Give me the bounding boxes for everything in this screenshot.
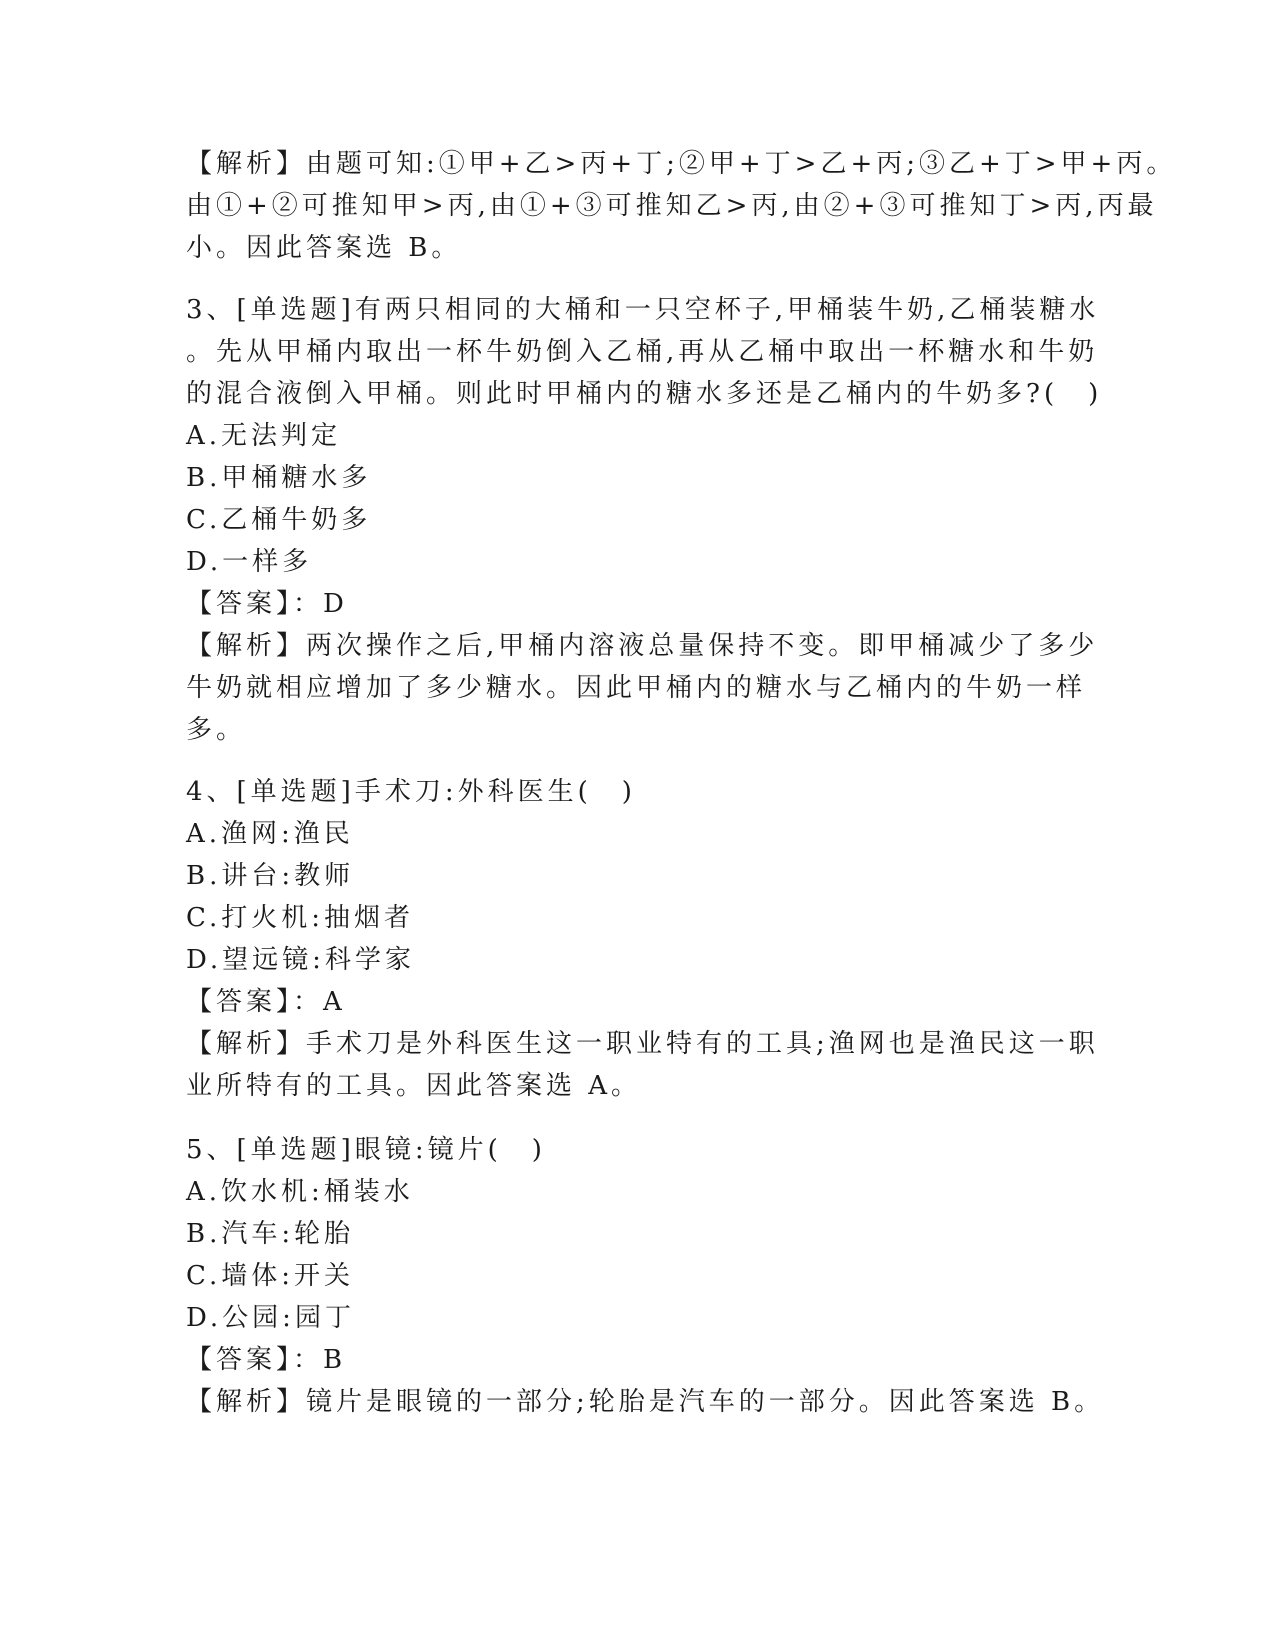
- question-stem: 。先从甲桶内取出一杯牛奶倒入乙桶,再从乙桶中取出一杯糖水和牛奶: [186, 337, 1099, 367]
- explanation-line: 多。: [186, 715, 247, 745]
- option-a: A.无法判定: [186, 421, 342, 451]
- question-stem: 5、[单选题]眼镜:镜片( ): [186, 1135, 546, 1165]
- q2-explanation: [186, 143, 1177, 269]
- question-stem: 4、[单选题]手术刀:外科医生( ): [186, 777, 636, 807]
- option-b: B.讲台:教师: [186, 861, 355, 891]
- explanation-line: 【解析】镜片是眼镜的一部分;轮胎是汽车的一部分。因此答案选 B。: [186, 1387, 1105, 1417]
- answer: 【答案】：A: [186, 987, 346, 1017]
- explanation-line: 小。因此答案选 B。: [186, 233, 462, 263]
- explanation-line: 由①+②可推知甲>丙,由①+③可推知乙>丙,由②+③可推知丁>丙,丙最: [186, 191, 1158, 221]
- explanation-line: 【解析】由题可知:①甲+乙>丙+丁;②甲+丁>乙+丙;③乙+丁>甲+丙。: [186, 149, 1177, 179]
- explanation-line: 业所特有的工具。因此答案选 A。: [186, 1071, 642, 1101]
- question-stem: 的混合液倒入甲桶。则此时甲桶内的糖水多还是乙桶内的牛奶多?( ): [186, 379, 1103, 409]
- explanation-line: 【解析】手术刀是外科医生这一职业特有的工具;渔网也是渔民这一职: [186, 1029, 1099, 1059]
- question-stem: 3、[单选题]有两只相同的大桶和一只空杯子,甲桶装牛奶,乙桶装糖水: [186, 295, 1100, 325]
- question-4: [186, 771, 1099, 1107]
- explanation-line: 【解析】两次操作之后,甲桶内溶液总量保持不变。即甲桶减少了多少: [186, 631, 1099, 661]
- option-d: D.一样多: [186, 547, 313, 577]
- answer: 【答案】：D: [186, 589, 348, 619]
- option-c: C.乙桶牛奶多: [186, 505, 372, 535]
- option-c: C.墙体:开关: [186, 1261, 354, 1291]
- option-d: D.公园:园丁: [186, 1303, 355, 1333]
- option-b: B.甲桶糖水多: [186, 463, 372, 493]
- answer: 【答案】：B: [186, 1345, 347, 1375]
- option-a: A.饮水机:桶装水: [186, 1177, 414, 1207]
- option-d: D.望远镜:科学家: [186, 945, 415, 975]
- explanation-line: 牛奶就相应增加了多少糖水。因此甲桶内的糖水与乙桶内的牛奶一样: [186, 673, 1087, 703]
- document-page: [186, 143, 1177, 1423]
- option-c: C.打火机:抽烟者: [186, 903, 414, 933]
- question-3: [186, 289, 1103, 751]
- question-5: [186, 1129, 1105, 1423]
- option-b: B.汽车:轮胎: [186, 1219, 355, 1249]
- option-a: A.渔网:渔民: [186, 819, 354, 849]
